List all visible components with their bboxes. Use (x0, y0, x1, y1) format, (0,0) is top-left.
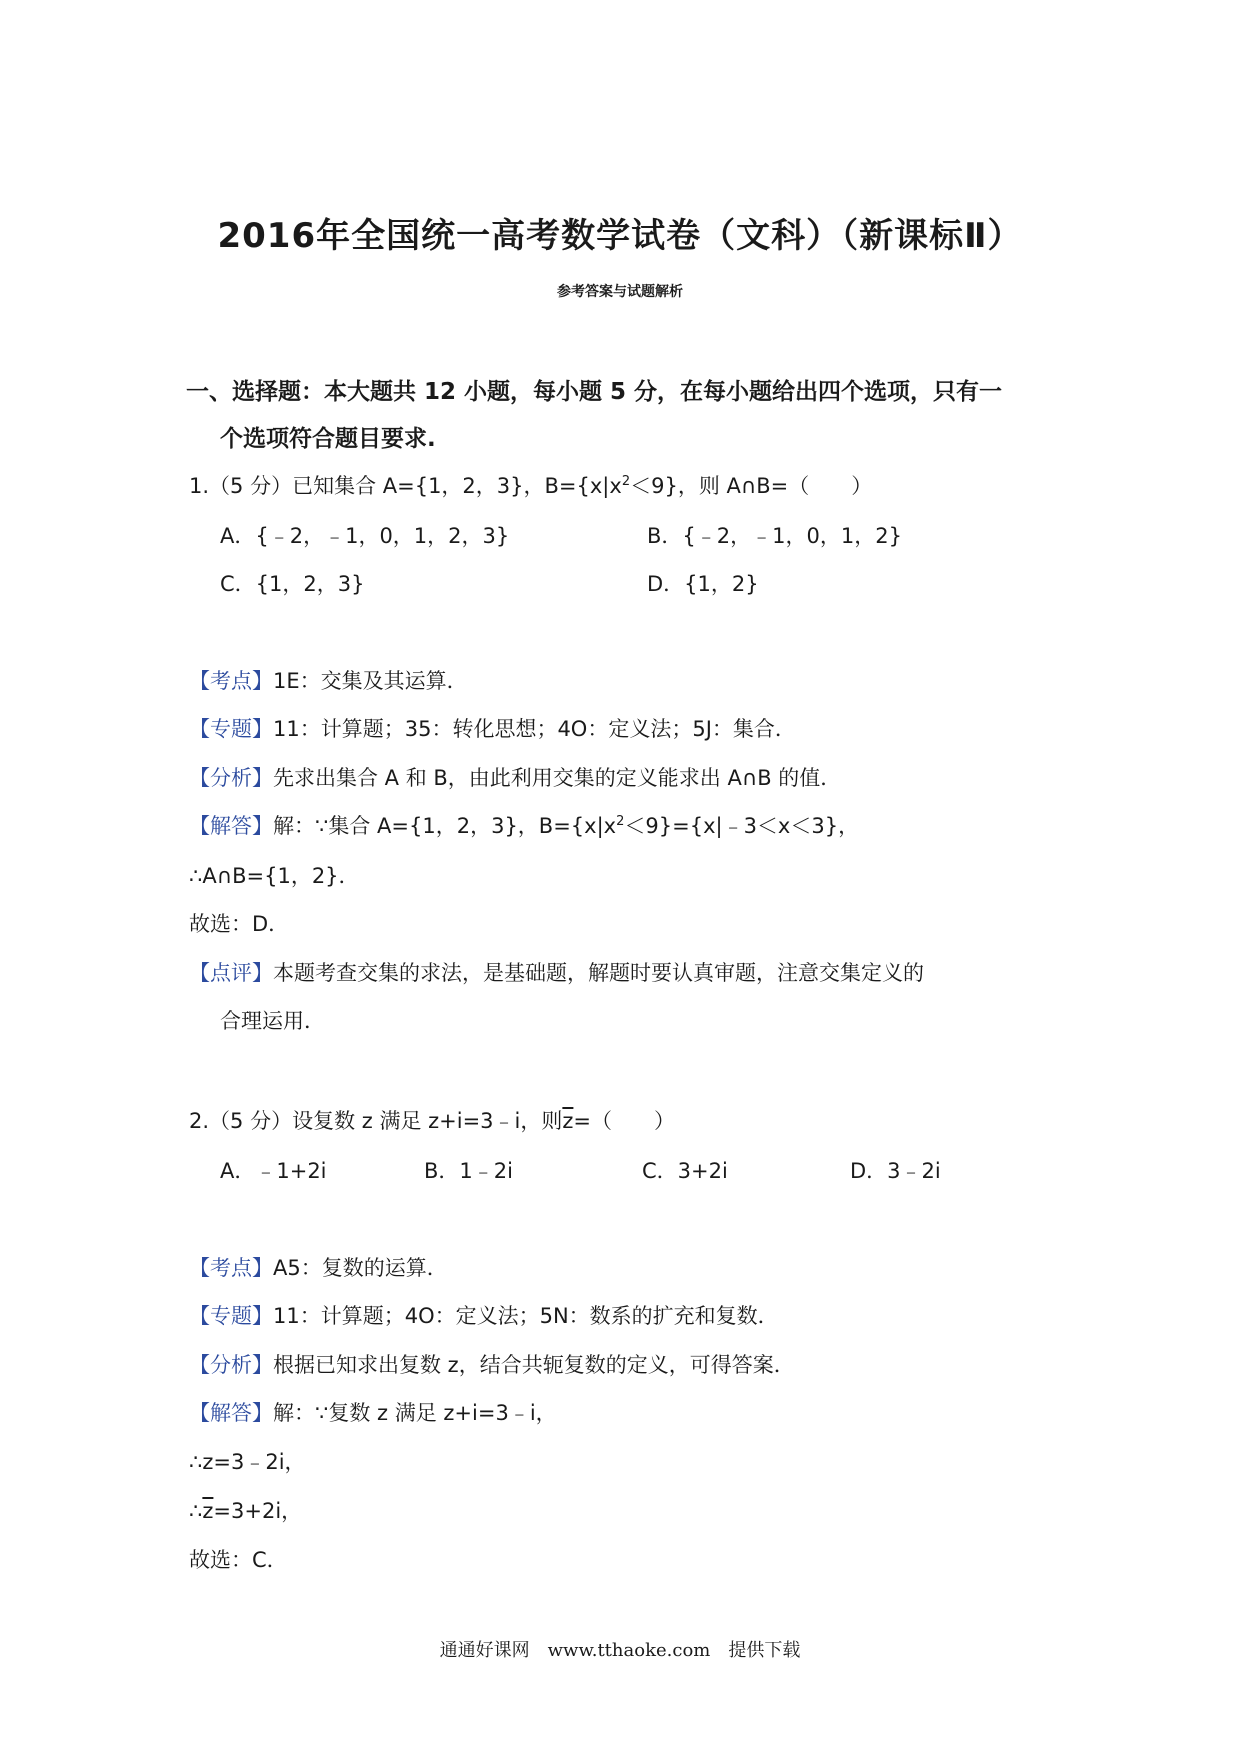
q2-jieda (189, 1397, 557, 1427)
q1-zhuanti (189, 713, 796, 743)
q1-choose: 故选：D． (189, 912, 290, 936)
q2-step2-pre: ∴ (189, 1499, 203, 1523)
q2-choose: 故选：C． (189, 1548, 288, 1572)
section-heading-line1: 一、选择题：本大题共 12 小题，每小题 5 分，在每小题给出四个选项，只有一 (186, 379, 1003, 405)
q1-jieda-sup: 2 (616, 814, 625, 829)
q2-fenxi (189, 1349, 795, 1379)
q1-fenxi (189, 762, 841, 792)
q1-step1: ∴A∩B={1，2}． (189, 864, 360, 888)
q1-option-a: A．{﹣2，﹣1，0，1，2，3} (220, 524, 510, 548)
q2-kaodian-text: A5：复数的运算． (273, 1256, 448, 1280)
q2-stem (189, 1105, 675, 1135)
q2-step2-zbar: $\overline{z}$ (202, 1499, 214, 1523)
q1-zhuanti-tag: 【专题】 (189, 717, 273, 741)
page-title: 2016年全国统一高考数学试卷（文科）（新课标Ⅱ） (217, 216, 1023, 256)
q1-dianping-line2: 合理运用． (220, 1009, 325, 1033)
q1-kaodian (189, 665, 468, 695)
q2-step1: ∴z=3﹣2i， (189, 1450, 306, 1474)
q2-option-c: C．3+2i (642, 1159, 728, 1183)
q1-dianping (189, 957, 924, 987)
q1-jieda (189, 810, 859, 840)
q2-zhuanti-tag: 【专题】 (189, 1304, 273, 1328)
q2-kaodian (189, 1252, 448, 1282)
q1-zhuanti-text: 11：计算题；35：转化思想；4O：定义法；5J：集合． (273, 717, 796, 741)
q2-fenxi-text: 根据已知求出复数 z，结合共轭复数的定义，可得答案． (273, 1353, 795, 1377)
q1-dianping-text1: 本题考查交集的求法，是基础题，解题时要认真审题，注意交集定义的 (273, 961, 924, 985)
q2-jieda-tag: 【解答】 (189, 1401, 273, 1425)
q1-option-c: C．{1，2，3} (220, 572, 365, 596)
q2-fenxi-tag: 【分析】 (189, 1353, 273, 1377)
q2-jieda-text: 解：∵复数 z 满足 z+i=3﹣i， (273, 1401, 557, 1425)
q1-dianping-tag: 【点评】 (189, 961, 273, 985)
q2-kaodian-tag: 【考点】 (189, 1256, 273, 1280)
q1-fenxi-tag: 【分析】 (189, 766, 273, 790)
q2-zhuanti (189, 1300, 779, 1330)
q2-stem-pre: 2.（5 分）设复数 z 满足 z+i=3﹣i，则 (189, 1109, 563, 1133)
q1-jieda-tag: 【解答】 (189, 814, 273, 838)
q1-kaodian-tag: 【考点】 (189, 669, 273, 693)
q2-stem-post: =（ ） (573, 1109, 676, 1133)
q1-stem-sup: 2 (621, 474, 631, 489)
q1-jieda-post: ＜9}={x|﹣3＜x＜3}， (624, 814, 860, 838)
q1-option-d: D．{1，2} (647, 572, 759, 596)
q1-stem-pre: 1.（5 分）已知集合 A={1，2，3}，B={x|x (189, 474, 622, 498)
q1-stem (189, 470, 872, 500)
page-subtitle: 参考答案与试题解析 (557, 284, 683, 300)
q2-zhuanti-text: 11：计算题；4O：定义法；5N：数系的扩充和复数． (273, 1304, 779, 1328)
q2-option-b: B．1﹣2i (424, 1159, 513, 1183)
q1-option-b: B．{﹣2，﹣1，0，1，2} (647, 524, 902, 548)
section-heading-line2: 个选项符合题目要求. (220, 426, 436, 452)
q2-stem-zbar: $\overline{z}$ (562, 1109, 574, 1133)
q1-stem-post: ＜9}，则 A∩B=（ ） (630, 474, 873, 498)
q2-step2 (189, 1495, 302, 1525)
q1-kaodian-text: 1E：交集及其运算． (273, 669, 468, 693)
page-footer: 通通好课网 www.tthaoke.com 提供下载 (439, 1640, 801, 1661)
q2-option-d: D．3﹣2i (850, 1159, 941, 1183)
q1-jieda-pre: 解：∵集合 A={1，2，3}，B={x|x (273, 814, 617, 838)
q2-option-a: A．﹣1+2i (220, 1159, 327, 1183)
q2-step2-post: =3+2i， (213, 1499, 303, 1523)
q1-fenxi-text: 先求出集合 A 和 B，由此利用交集的定义能求出 A∩B 的值． (273, 766, 842, 790)
